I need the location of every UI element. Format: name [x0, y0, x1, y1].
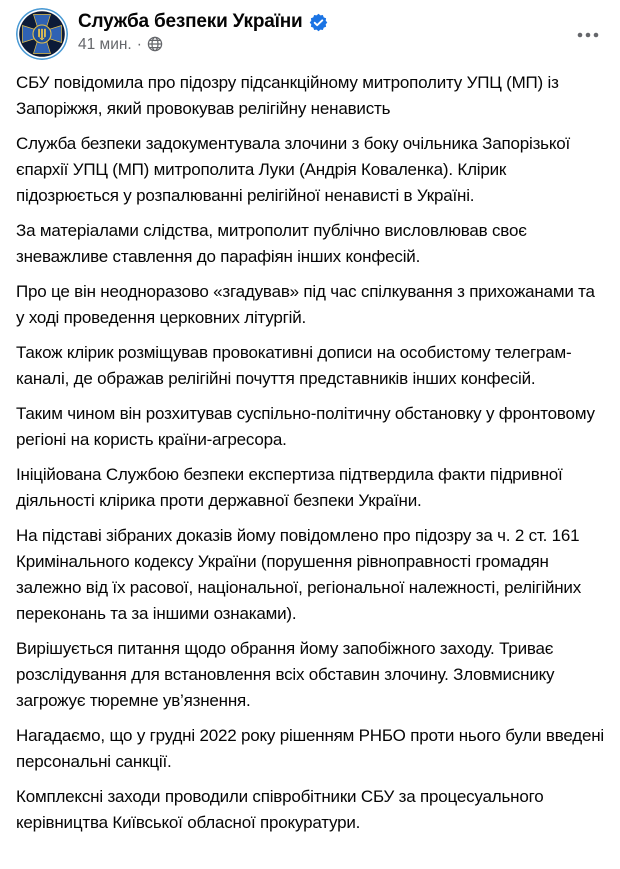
post-paragraph: Таким чином він розхитував суспільно-політичну обстановку у фронтовому регіоні на користь країни-агресора.	[16, 404, 600, 449]
post-paragraph: На підставі зібраних доказів йому повідомлено про підозру за ч. 2 ст. 161 Кримінального кодексу України (порушення рівноправності громадян залежно від їх расової, національної, регіональної належності, релігійних переконань та за іншими ознаками).	[16, 526, 586, 623]
post-header-text	[78, 8, 328, 52]
post-paragraph: Комплексні заходи проводили співробітники СБУ за процесуального керівництва Київської обласної прокуратури.	[16, 787, 549, 832]
post-paragraph: Служба безпеки задокументувала злочини з боку очільника Запорізької єпархії УПЦ (МП) митрополита Луки (Андрія Коваленка). Клірик підозрюється у розпалюванні релігійної ненависті в Україні.	[16, 134, 575, 205]
sbu-emblem-icon	[16, 47, 68, 60]
post-paragraph: Ініційована Службою безпеки експертиза підтвердила факти підривної діяльності клірика проти державної безпеки України.	[16, 465, 568, 510]
ellipsis-icon	[576, 27, 600, 42]
post-paragraph: Також клірик розміщував провокативні дописи на особистому телеграм-каналі, де ображав релігійні почуття представників інших конфесій.	[16, 343, 572, 388]
post-timestamp[interactable]: 41 мин.	[78, 35, 132, 53]
post-paragraph: СБУ повідомила про підозру підсанкційному митрополиту УПЦ (МП) із Запоріжжя, який провокував релігійну ненависть	[16, 73, 564, 118]
verified-badge-icon	[309, 13, 328, 32]
post-header	[16, 8, 604, 70]
globe-icon	[147, 36, 163, 52]
post-meta	[78, 37, 328, 53]
post-paragraph: Вирішується питання щодо обрання йому запобіжного заходу. Триває розслідування для встановлення всіх обставин злочину. Зловмиснику загрожує тюремне ув’язнення.	[16, 639, 559, 710]
post-paragraph: Про це він неодноразово «згадував» під час спілкування з прихожанами та у ході проведення церковних літургій.	[16, 282, 600, 327]
meta-separator: ·	[136, 35, 142, 53]
post-paragraph: За матеріалами слідства, митрополит публічно висловлював своє зневажливе ставлення до парафіян інших конфесій.	[16, 221, 532, 266]
post-body	[16, 70, 609, 836]
page-avatar[interactable]	[16, 8, 68, 60]
page-name[interactable]: Служба безпеки України	[78, 11, 303, 32]
more-options-button[interactable]	[572, 20, 604, 48]
post-paragraph: Нагадаємо, що у грудні 2022 року рішенням РНБО проти нього були введені персональні санкції.	[16, 726, 609, 771]
